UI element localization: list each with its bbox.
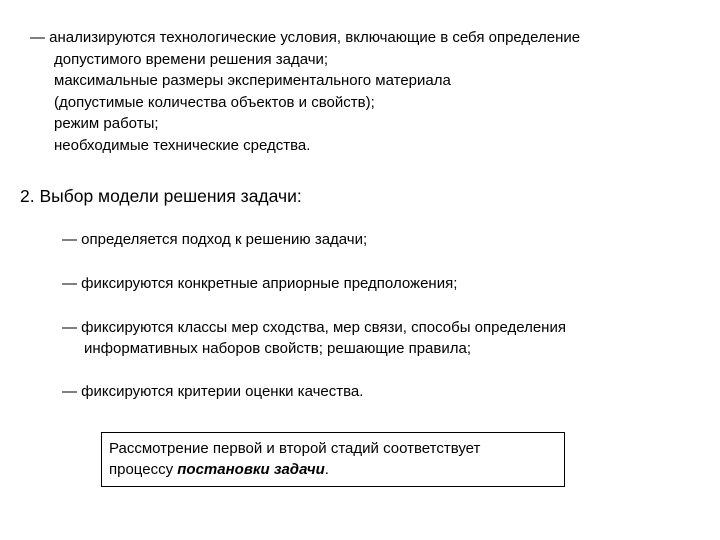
list-item-text: — фиксируются критерии оценки качества. [62, 383, 364, 400]
list-item-text: — фиксируются конкретные априорные предположения; [62, 275, 458, 292]
list-item [62, 317, 702, 359]
list-item [62, 273, 702, 294]
intro-line: допустимого времени решения задачи; [54, 50, 329, 68]
intro-line: (допустимые количества объектов и свойств); [54, 93, 375, 111]
section-heading: 2. Выбор модели решения задачи: [20, 186, 302, 206]
intro-first-line: — анализируются технологические условия, включающие в себя определение [30, 29, 581, 46]
list-item-text: информативных наборов свойств; решающие правила; [84, 340, 471, 357]
list-item-text: — определяется подход к решению задачи; [62, 231, 368, 248]
list-item [62, 381, 702, 402]
list-item-text: — фиксируются классы мер сходства, мер связи, способы определения [62, 319, 566, 336]
note-text: . [324, 461, 329, 478]
note-line [109, 459, 560, 480]
intro-line: режим работы; [54, 115, 159, 132]
intro-line: необходимые технические средства. [54, 136, 311, 154]
intro-paragraph [30, 27, 700, 156]
note-line: Рассмотрение первой и второй стадий соответствует [109, 440, 481, 457]
note-emphasis: постановки задачи [177, 461, 325, 478]
summary-note-box [101, 432, 565, 487]
note-text: процессу [109, 461, 178, 478]
intro-line: максимальные размеры экспериментального материала [54, 72, 451, 89]
list-item [62, 229, 702, 250]
